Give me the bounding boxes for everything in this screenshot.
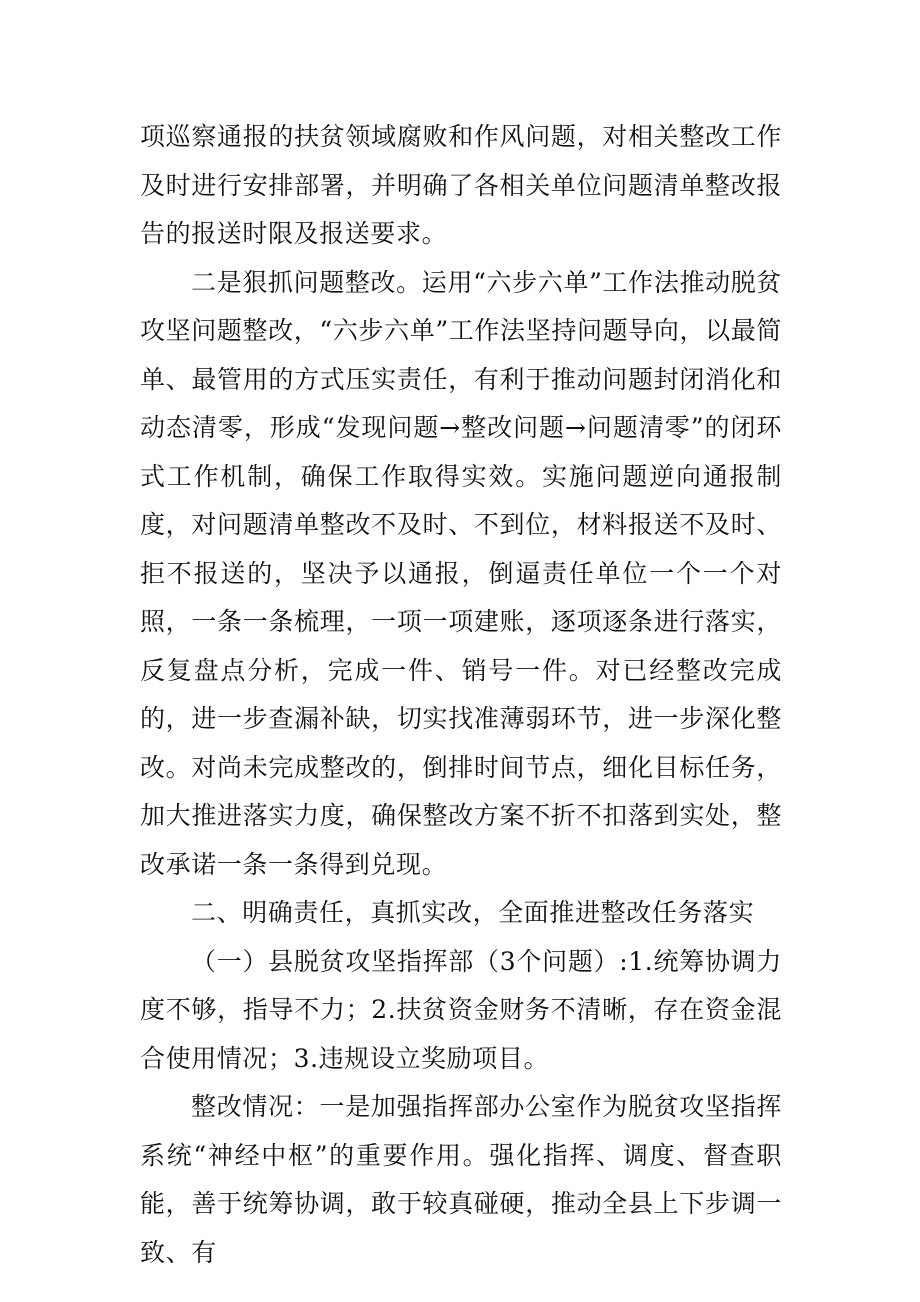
paragraph-continuation: 项巡察通报的扶贫领域腐败和作风问题，对相关整改工作及时进行安排部署，并明确了各相关单位问题清单整改报告的报送时限及报送要求。 (140, 122, 782, 248)
paragraph-rectification-status: 整改情况：一是加强指挥部办公室作为脱贫攻坚指挥系统“神经中枢”的重要作用。强化指挥、调度、督查职能，善于统筹协调，敢于较真碰硬，推动全县上下步调一致、有 (140, 1092, 782, 1267)
document-body (140, 113, 782, 1277)
paragraph-problem-rectification: 二是狠抓问题整改。运用“六步六单”工作法推动脱贫攻坚问题整改，“六步六单”工作法坚持问题导向，以最简单、最管用的方式压实责任，有利于推动问题封闭消化和动态清零，形成“发现问题→整改问题→问题清零”的闭环式工作机制，确保工作取得实效。实施问题逆向通报制度，对问题清单整改不及时、不到位，材料报送不及时、拒不报送的，坚决予以通报，倒逼责任单位一个一个对照，一条一条梳理，一项一项建账，逐项逐条进行落实，反复盘点分析，完成一件、销号一件。对已经整改完成的，进一步查漏补缺，切实找准薄弱环节，进一步深化整改。对尚未完成整改的，倒排时间节点，细化目标任务，加大推进落实力度，确保整改方案不折不扣落到实处，整改承诺一条一条得到兑现。 (140, 267, 782, 879)
paragraph-county-command-issues: （一）县脱贫攻坚指挥部（3个问题）:1.统筹协调力度不够，指导不力；2.扶贫资金财务不清晰，存在资金混合使用情况；3.违规设立奖励项目。 (140, 946, 782, 1073)
section-heading: 二、明确责任，真抓实改，全面推进整改任务落实 (191, 898, 755, 927)
